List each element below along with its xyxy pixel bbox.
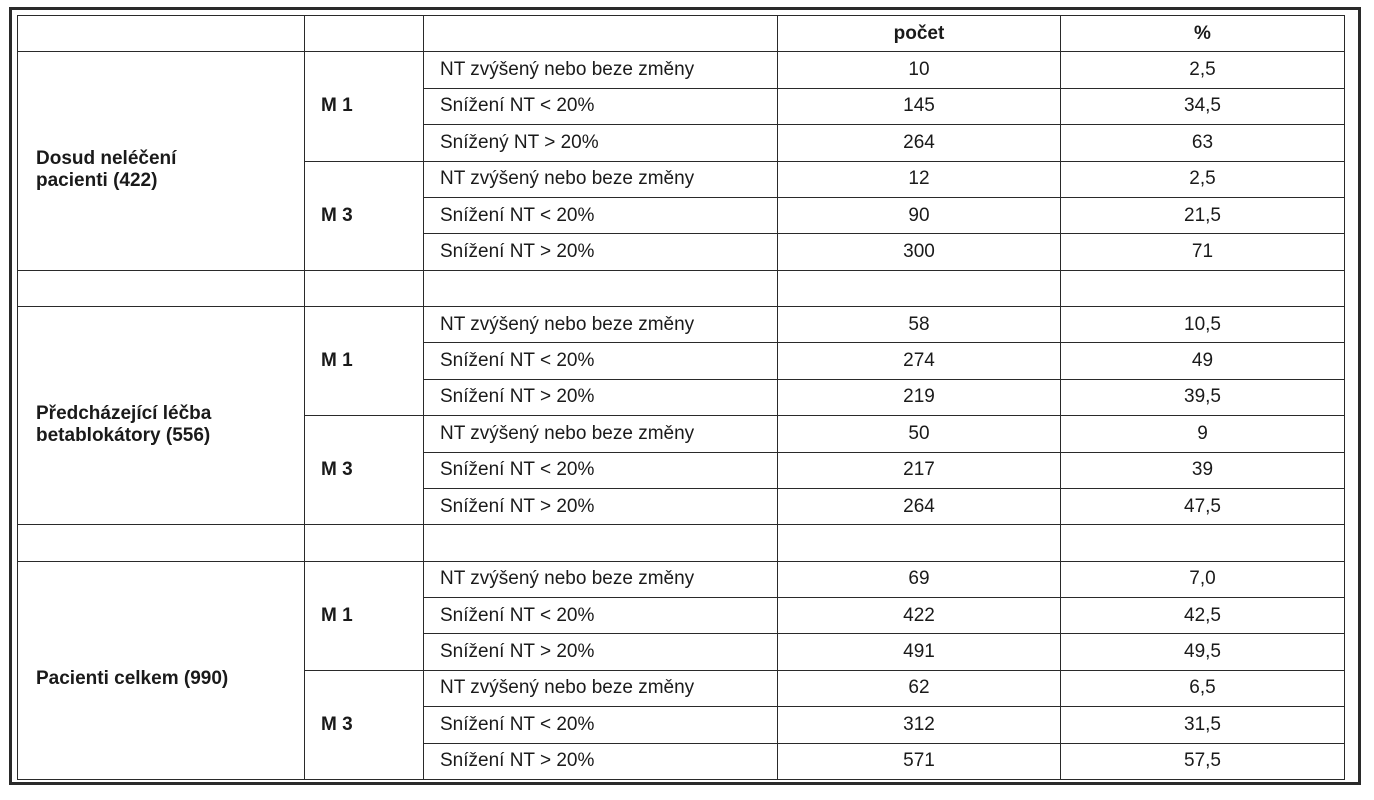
percent-cell: 49 — [1061, 343, 1345, 379]
empty-cell — [778, 270, 1061, 306]
count-cell: 58 — [778, 307, 1061, 343]
table-row — [18, 307, 1345, 343]
percent-cell: 57,5 — [1061, 743, 1345, 780]
change-label: Snížený NT > 20% — [424, 125, 778, 161]
header-empty-cell — [424, 16, 778, 52]
separator-row — [18, 525, 1345, 561]
change-label: Snížení NT < 20% — [424, 197, 778, 233]
percent-cell: 2,5 — [1061, 52, 1345, 88]
count-cell: 62 — [778, 670, 1061, 706]
count-cell: 69 — [778, 561, 1061, 597]
change-label: Snížení NT > 20% — [424, 743, 778, 780]
month-label: M 3 — [305, 416, 424, 525]
change-label: NT zvýšený nebo beze změny — [424, 161, 778, 197]
results-table — [17, 15, 1345, 780]
group-label-line: Pacienti celkem (990) — [36, 668, 229, 690]
change-label: Snížení NT > 20% — [424, 379, 778, 415]
empty-cell — [424, 270, 778, 306]
change-label: NT zvýšený nebo beze změny — [424, 416, 778, 452]
separator-row — [18, 270, 1345, 306]
change-label: Snížení NT > 20% — [424, 234, 778, 270]
group-label-line: Dosud neléčení — [36, 148, 177, 169]
empty-cell — [1061, 525, 1345, 561]
count-cell: 274 — [778, 343, 1061, 379]
change-label: Snížení NT < 20% — [424, 88, 778, 124]
empty-cell — [778, 525, 1061, 561]
change-label: Snížení NT > 20% — [424, 634, 778, 670]
change-label: Snížení NT < 20% — [424, 598, 778, 634]
header-row — [18, 16, 1345, 52]
percent-column-header: % — [1061, 16, 1345, 52]
percent-cell: 6,5 — [1061, 670, 1345, 706]
percent-cell: 47,5 — [1061, 488, 1345, 524]
table-row — [18, 52, 1345, 88]
empty-cell — [1061, 270, 1345, 306]
percent-cell: 31,5 — [1061, 707, 1345, 743]
count-cell: 217 — [778, 452, 1061, 488]
count-cell: 12 — [778, 161, 1061, 197]
count-column-header: počet — [778, 16, 1061, 52]
percent-cell: 63 — [1061, 125, 1345, 161]
count-cell: 571 — [778, 743, 1061, 780]
count-cell: 219 — [778, 379, 1061, 415]
percent-cell: 39 — [1061, 452, 1345, 488]
month-label: M 1 — [305, 52, 424, 161]
percent-cell: 34,5 — [1061, 88, 1345, 124]
percent-cell: 39,5 — [1061, 379, 1345, 415]
group-label — [18, 561, 305, 779]
empty-cell — [424, 525, 778, 561]
month-label: M 1 — [305, 307, 424, 416]
percent-cell: 71 — [1061, 234, 1345, 270]
change-label: NT zvýšený nebo beze změny — [424, 561, 778, 597]
header-empty-cell — [305, 16, 424, 52]
percent-cell: 21,5 — [1061, 197, 1345, 233]
empty-cell — [18, 270, 305, 306]
count-cell: 300 — [778, 234, 1061, 270]
count-cell: 264 — [778, 488, 1061, 524]
month-label: M 3 — [305, 161, 424, 270]
percent-cell: 10,5 — [1061, 307, 1345, 343]
change-label: Snížení NT > 20% — [424, 488, 778, 524]
count-cell: 264 — [778, 125, 1061, 161]
count-cell: 50 — [778, 416, 1061, 452]
count-cell: 10 — [778, 52, 1061, 88]
change-label: Snížení NT < 20% — [424, 452, 778, 488]
table-row — [18, 561, 1345, 597]
month-label: M 1 — [305, 561, 424, 670]
change-label: Snížení NT < 20% — [424, 707, 778, 743]
group-label — [18, 307, 305, 525]
group-label-line: Předcházející léčba — [36, 402, 212, 424]
count-cell: 422 — [778, 598, 1061, 634]
percent-cell: 49,5 — [1061, 634, 1345, 670]
empty-cell — [305, 270, 424, 306]
header-empty-cell — [18, 16, 305, 52]
percent-cell: 2,5 — [1061, 161, 1345, 197]
percent-cell: 7,0 — [1061, 561, 1345, 597]
change-label: NT zvýšený nebo beze změny — [424, 52, 778, 88]
count-cell: 90 — [778, 197, 1061, 233]
count-cell: 491 — [778, 634, 1061, 670]
empty-cell — [305, 525, 424, 561]
empty-cell — [18, 525, 305, 561]
change-label: NT zvýšený nebo beze změny — [424, 307, 778, 343]
count-cell: 145 — [778, 88, 1061, 124]
group-label-line: pacienti (422) — [36, 170, 158, 191]
group-label-line: betablokátory (556) — [36, 424, 211, 446]
change-label: NT zvýšený nebo beze změny — [424, 670, 778, 706]
group-label — [18, 52, 305, 270]
count-cell: 312 — [778, 707, 1061, 743]
change-label: Snížení NT < 20% — [424, 343, 778, 379]
percent-cell: 42,5 — [1061, 598, 1345, 634]
month-label: M 3 — [305, 670, 424, 779]
percent-cell: 9 — [1061, 416, 1345, 452]
